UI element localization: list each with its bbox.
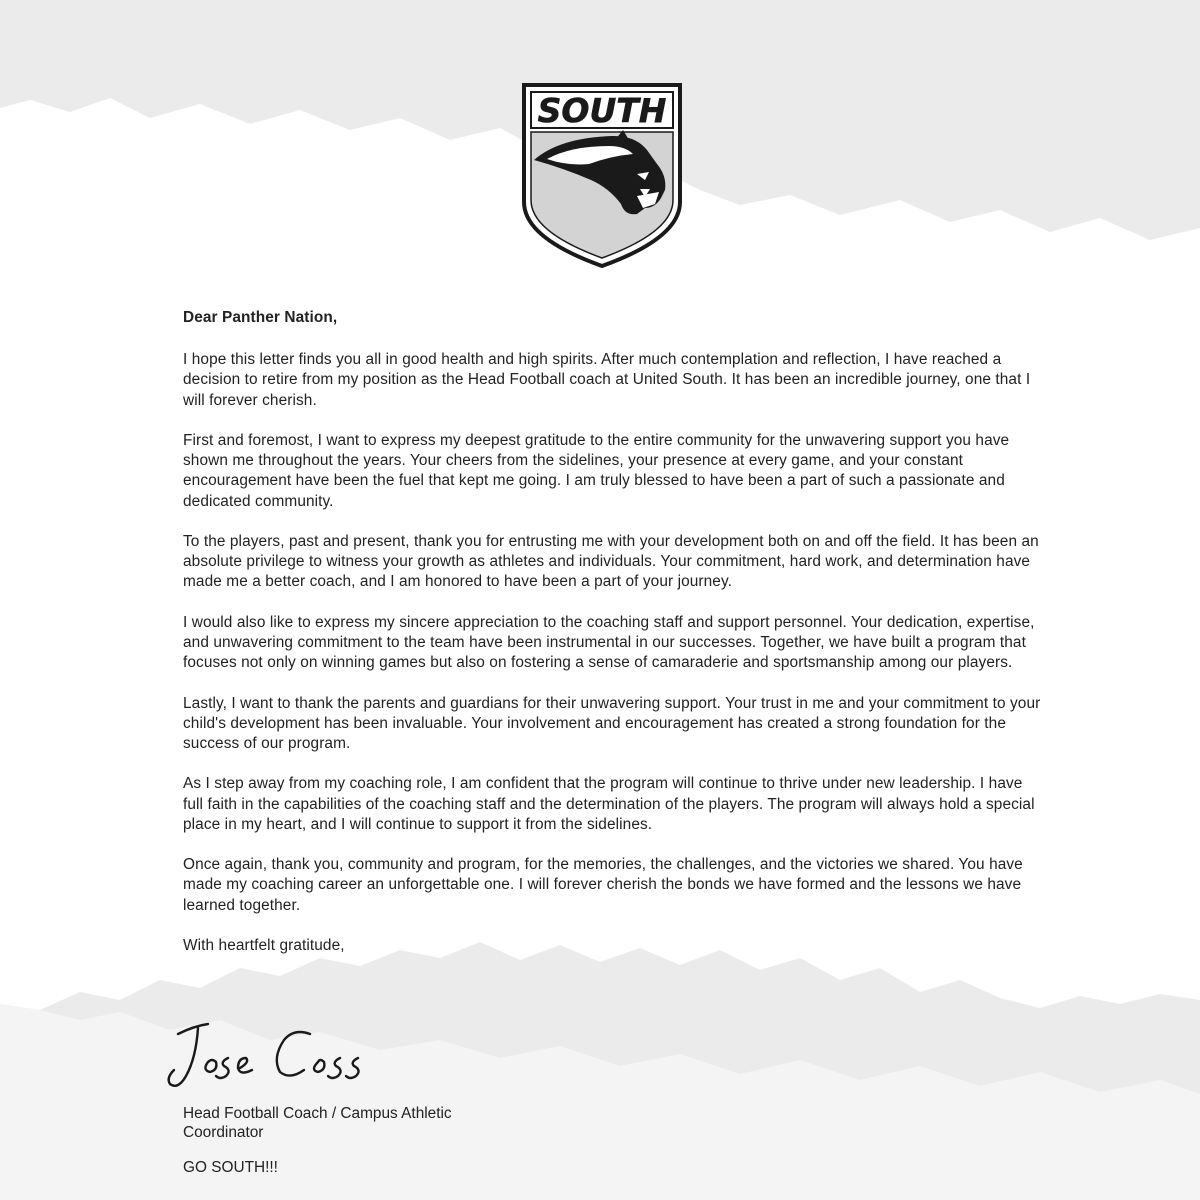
paragraph-parents: Lastly, I want to thank the parents and guardians for their unwavering support. Your trust in me and your commitment to your child's development has been invaluable. Your involvement and encouragement has created a strong foundation for the success of our program. <box>183 694 1041 752</box>
paragraph-staff: I would also like to express my sincere appreciation to the coaching staff and support personnel. Your dedication, expertise, and unwavering commitment to the team have been instrumental in our successes. Together, we have built a program that focuses not only on winning games but also on fostering a sense of camaraderie and sportsmanship among our players. <box>183 613 1035 672</box>
handwritten-signature <box>160 1018 390 1096</box>
signer-title-line2: Coordinator <box>183 1124 264 1141</box>
closing: With heartfelt gratitude, <box>183 936 345 954</box>
salutation: Dear Panther Nation, <box>183 309 338 326</box>
paragraph-future: As I step away from my coaching role, I am confident that the program will continue to thrive under new leadership. I have full faith in the capabilities of the coaching staff and the determination of the players. The program will always hold a special place in my heart, and I will continue to support it from the sidelines. <box>183 775 1035 833</box>
paragraph-intro: I hope this letter finds you all in good health and high spirits. After much contemplation and reflection, I have reached a decision to retire from my position as the Head Football coach at United South. It has been an incredible journey, one that I will forever cherish. <box>183 351 1031 409</box>
paragraph-players: To the players, past and present, thank you for entrusting me with your development both on and off the field. It has been an absolute privilege to witness your growth as athletes and individuals. Your commitment, hard work, and determination have made me a better coach, and I am honored to have been a part of your journey. <box>183 533 1039 591</box>
logo-wordmark: SOUTH <box>537 91 667 130</box>
paragraph-community: First and foremost, I want to express my deepest gratitude to the entire community for the unwavering support you have shown me throughout the years. Your cheers from the sidelines, your presence at every game, and your constant encouragement have been the fuel that kept me going. I am truly blessed to have been a part of such a passionate and dedicated community. <box>183 432 1010 510</box>
paragraph-thanks: Once again, thank you, community and program, for the memories, the challenges, and the victories we shared. You have made my coaching career an unforgettable one. I will forever cherish the bonds we have formed and the lessons we have learned together. <box>183 856 1023 914</box>
signer-title-line1: Head Football Coach / Campus Athletic <box>183 1105 452 1122</box>
sign-off: GO SOUTH!!! <box>183 1159 278 1176</box>
south-panther-shield-logo <box>519 80 685 270</box>
signer-title <box>183 1104 513 1142</box>
letter-body <box>183 308 1043 976</box>
